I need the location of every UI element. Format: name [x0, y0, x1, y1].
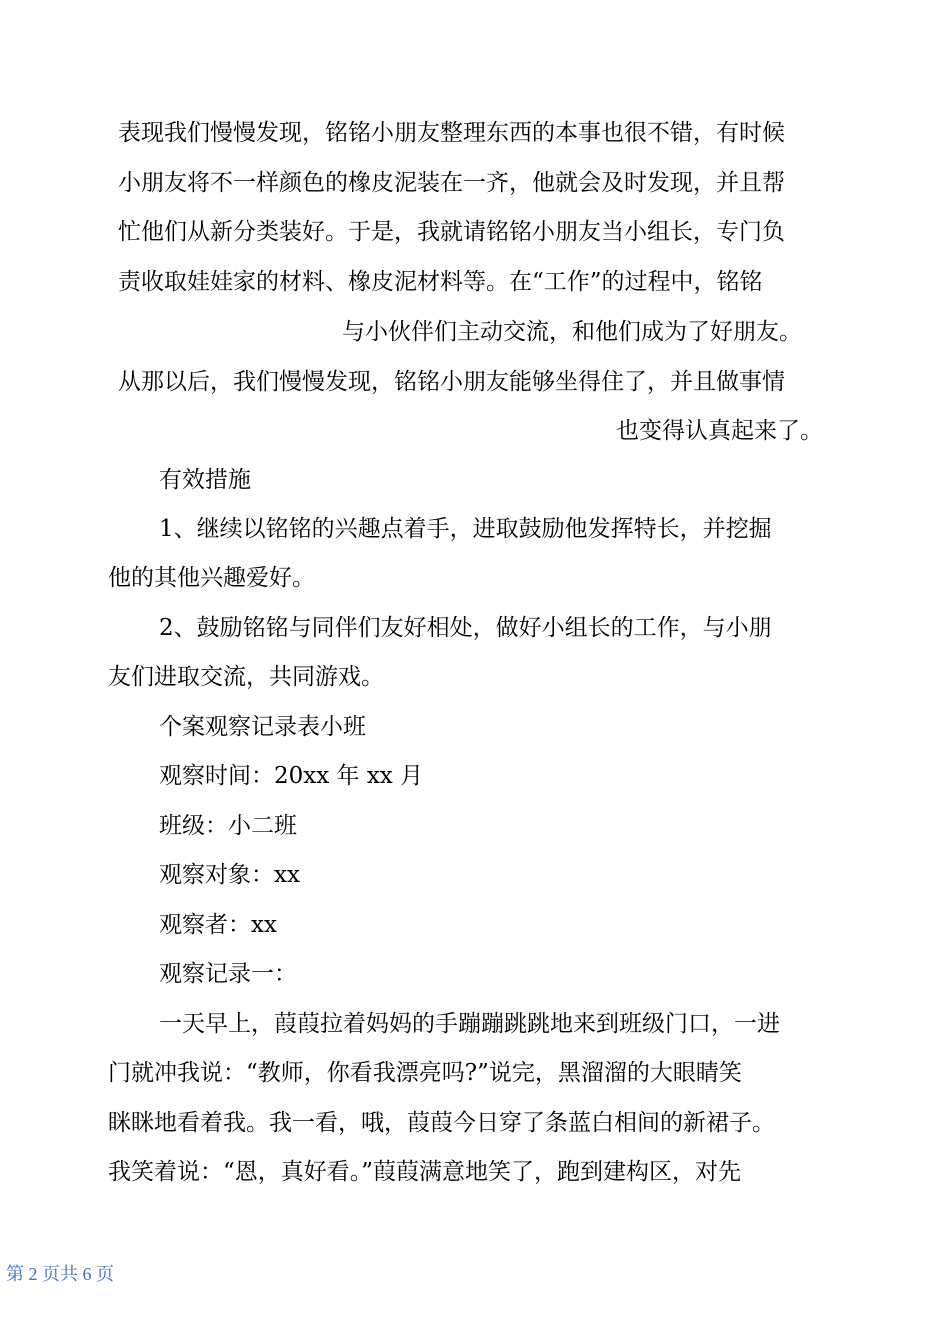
paragraph-line: 也变得认真起来了。	[616, 418, 823, 444]
paragraph-line: 我笑着说：“恩，真好看。”葭葭满意地笑了，跑到建构区，对先	[108, 1159, 742, 1185]
paragraph-line: 门就冲我说：“教师，你看我漂亮吗?”说完，黑溜溜的大眼睛笑	[108, 1060, 742, 1086]
section-heading: 有效措施	[159, 467, 251, 493]
paragraph-line: 友们进取交流，共同游戏。	[108, 664, 384, 690]
class-name: 班级：小二班	[159, 813, 297, 839]
paragraph-line: 一天早上，葭葭拉着妈妈的手蹦蹦跳跳地来到班级门口，一进	[159, 1011, 780, 1037]
record-heading: 观察记录一：	[159, 961, 297, 987]
paragraph-line: 从那以后，我们慢慢发现，铭铭小朋友能够坐得住了，并且做事情	[118, 369, 785, 395]
paragraph-line: 2、鼓励铭铭与同伴们友好相处，做好小组长的工作，与小朋	[159, 615, 772, 641]
paragraph-line: 小朋友将不一样颜色的橡皮泥装在一齐，他就会及时发现，并且帮	[118, 170, 785, 196]
paragraph-line: 与小伙伴们主动交流，和他们成为了好朋友。	[342, 319, 802, 345]
record-title: 个案观察记录表小班	[159, 714, 366, 740]
paragraph-line: 眯眯地看着我。我一看，哦，葭葭今日穿了条蓝白相间的新裙子。	[108, 1110, 775, 1136]
paragraph-line: 责收取娃娃家的材料、橡皮泥材料等。在“工作”的过程中，铭铭	[118, 269, 763, 295]
observation-time: 观察时间：20xx 年 xx 月	[159, 763, 424, 789]
observer: 观察者：xx	[159, 912, 277, 938]
paragraph-line: 忙他们从新分类装好。于是，我就请铭铭小朋友当小组长，专门负	[118, 219, 785, 245]
paragraph-line: 他的其他兴趣爱好。	[108, 565, 315, 591]
paragraph-line: 表现我们慢慢发现，铭铭小朋友整理东西的本事也很不错，有时候	[118, 120, 785, 146]
page-number-footer: 第 2 页共 6 页	[6, 1264, 114, 1284]
paragraph-line: 1、继续以铭铭的兴趣点着手，进取鼓励他发挥特长，并挖掘	[159, 516, 772, 542]
observation-subject: 观察对象：xx	[159, 862, 300, 888]
